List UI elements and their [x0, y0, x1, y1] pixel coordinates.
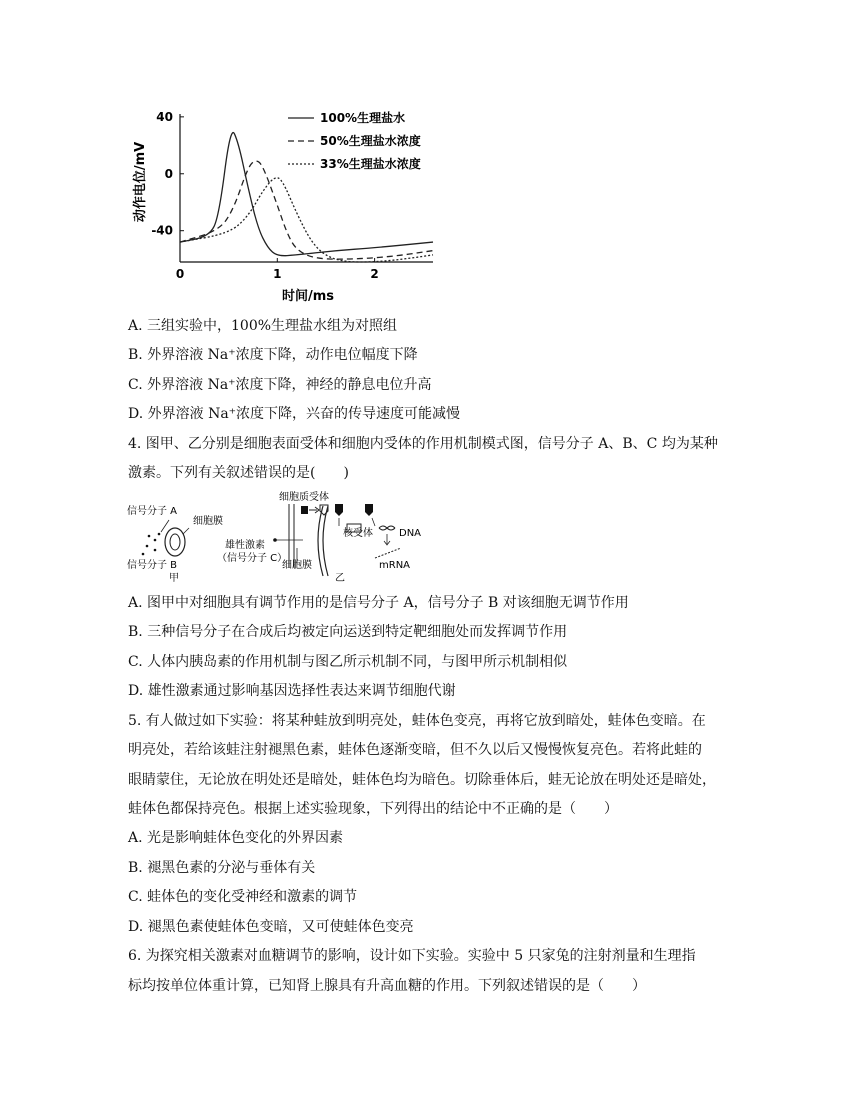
q5-stem-line3: 眼睛蒙住，无论放在明处还是暗处，蛙体色均为暗色。切除垂体后，蛙无论放在明处还是暗处， [128, 772, 716, 788]
q4-stem-line1: 4. 图甲、乙分别是细胞表面受体和细胞内受体的作用机制模式图，信号分子 A、B、C 均为某种 [128, 436, 718, 452]
figure-yi [217, 490, 421, 583]
chart-legend [288, 110, 421, 171]
q5-option-d: D. 褪黑色素使蛙体色变暗，又可使蛙体色变亮 [128, 919, 414, 935]
y-tick-label: 40 [156, 109, 173, 124]
yi-hormone-dot [273, 538, 277, 542]
y-tick-label: 0 [164, 166, 173, 181]
q5-stem-line1: 5. 有人做过如下实验：将某种蛙放到明亮处，蛙体色变亮，再将它放到暗处，蛙体色变暗。在 [128, 713, 706, 729]
jia-signal-dot [158, 533, 161, 536]
figure-jia [127, 504, 223, 583]
q5-option-b: B. 褪黑色素的分泌与垂体有关 [128, 860, 316, 876]
q5-stem-line4: 蛙体色都保持亮色。根据上述实验现象，下列得出的结论中不正确的是（ ） [128, 801, 618, 817]
x-tick-label: 1 [273, 267, 282, 281]
yi-mrna-strand [375, 548, 401, 558]
yi-cytoplasm-receptor-label: 细胞质受体 [279, 492, 329, 503]
x-axis-label: 时间/ms [281, 289, 335, 304]
q4-stem-line2: 激素。下列有关叙述错误的是( ) [128, 465, 349, 481]
y-tick-label: -40 [151, 223, 173, 238]
series-line-1 [180, 133, 433, 256]
y-axis-label: 动作电位/mV [133, 141, 148, 223]
yi-hormone-block [335, 504, 343, 512]
q5-option-a: A. 光是影响蛙体色变化的外界因素 [128, 830, 344, 846]
q5-stem-line2: 明亮处，若给该蛙注射褪黑色素，蛙体色逐渐变暗，但不久以后又慢慢恢复亮色。若将此蛙的 [128, 742, 702, 758]
jia-signal-dot [154, 549, 157, 552]
jia-membrane-label: 细胞膜 [193, 516, 223, 527]
x-tick-label: 2 [370, 267, 379, 281]
q6-stem-line1: 6. 为探究相关激素对血糖调节的影响，设计如下实验。实验中 5 只家兔的注射剂量和生理指 [128, 948, 696, 964]
series-line-3 [180, 178, 433, 262]
q4-option-d: D. 雄性激素通过影响基因选择性表达来调节细胞代谢 [128, 683, 456, 699]
jia-figure-label: 甲 [169, 573, 179, 583]
q4-option-c: C. 人体内胰岛素的作用机制与图乙所示机制不同，与图甲所示机制相似 [128, 654, 568, 670]
jia-signal-b-label: 信号分子 B [127, 560, 178, 571]
q4-option-a: A. 图甲中对细胞具有调节作用的是信号分子 A，信号分子 B 对该细胞无调节作用 [128, 595, 629, 611]
chart-series-lines [180, 133, 433, 262]
q6-stem-line2: 标均按单位体重计算，已知肾上腺具有升高血糖的作用。下列叙述错误的是（ ） [128, 978, 646, 994]
yi-hormone-block [365, 504, 373, 512]
legend-label-1: 100%生理盐水 [320, 111, 406, 125]
legend-label-2: 50%生理盐水浓度 [320, 134, 421, 148]
q3-option-a: A. 三组实验中，100%生理盐水组为对照组 [128, 318, 398, 334]
jia-signal-dot [146, 545, 149, 548]
yi-hormone-block [301, 506, 308, 514]
jia-signal-dot [148, 535, 151, 538]
series-line-2 [180, 161, 433, 259]
yi-dna-label: DNA [399, 528, 422, 539]
q3-option-c: C. 外界溶液 Na⁺浓度下降，神经的静息电位升高 [128, 377, 432, 393]
legend-label-3: 33%生理盐水浓度 [320, 157, 421, 171]
jia-cell-inner [170, 534, 180, 550]
q3-option-d: D. 外界溶液 Na⁺浓度下降，兴奋的传导速度可能减慢 [128, 406, 461, 422]
yi-nuclear-envelope [323, 506, 328, 576]
yi-figure-label: 乙 [335, 573, 345, 583]
yi-membrane-label: 细胞膜 [282, 560, 312, 571]
jia-signal-dot [154, 539, 157, 542]
yi-nuclear-receptor-label: 核受体 [343, 528, 373, 539]
action-potential-chart [128, 100, 448, 310]
jia-signal-dot [142, 553, 145, 556]
jia-cell-outer [165, 528, 185, 556]
receptor-mechanism-figure [125, 488, 425, 583]
jia-signal-a-label: 信号分子 A [127, 506, 178, 517]
yi-hormone-label-line1: 雄性激素 [225, 540, 265, 551]
q3-option-b: B. 外界溶液 Na⁺浓度下降，动作电位幅度下降 [128, 347, 418, 363]
yi-nuclear-envelope [318, 506, 323, 576]
q4-option-b: B. 三种信号分子在合成后均被定向运送到特定靶细胞处而发挥调节作用 [128, 624, 568, 640]
x-tick-label: 0 [175, 267, 185, 281]
q5-option-c: C. 蛙体色的变化受神经和激素的调节 [128, 889, 358, 905]
yi-mrna-label: mRNA [379, 560, 411, 571]
yi-hormone-label-line2: （信号分子 C） [217, 553, 288, 564]
